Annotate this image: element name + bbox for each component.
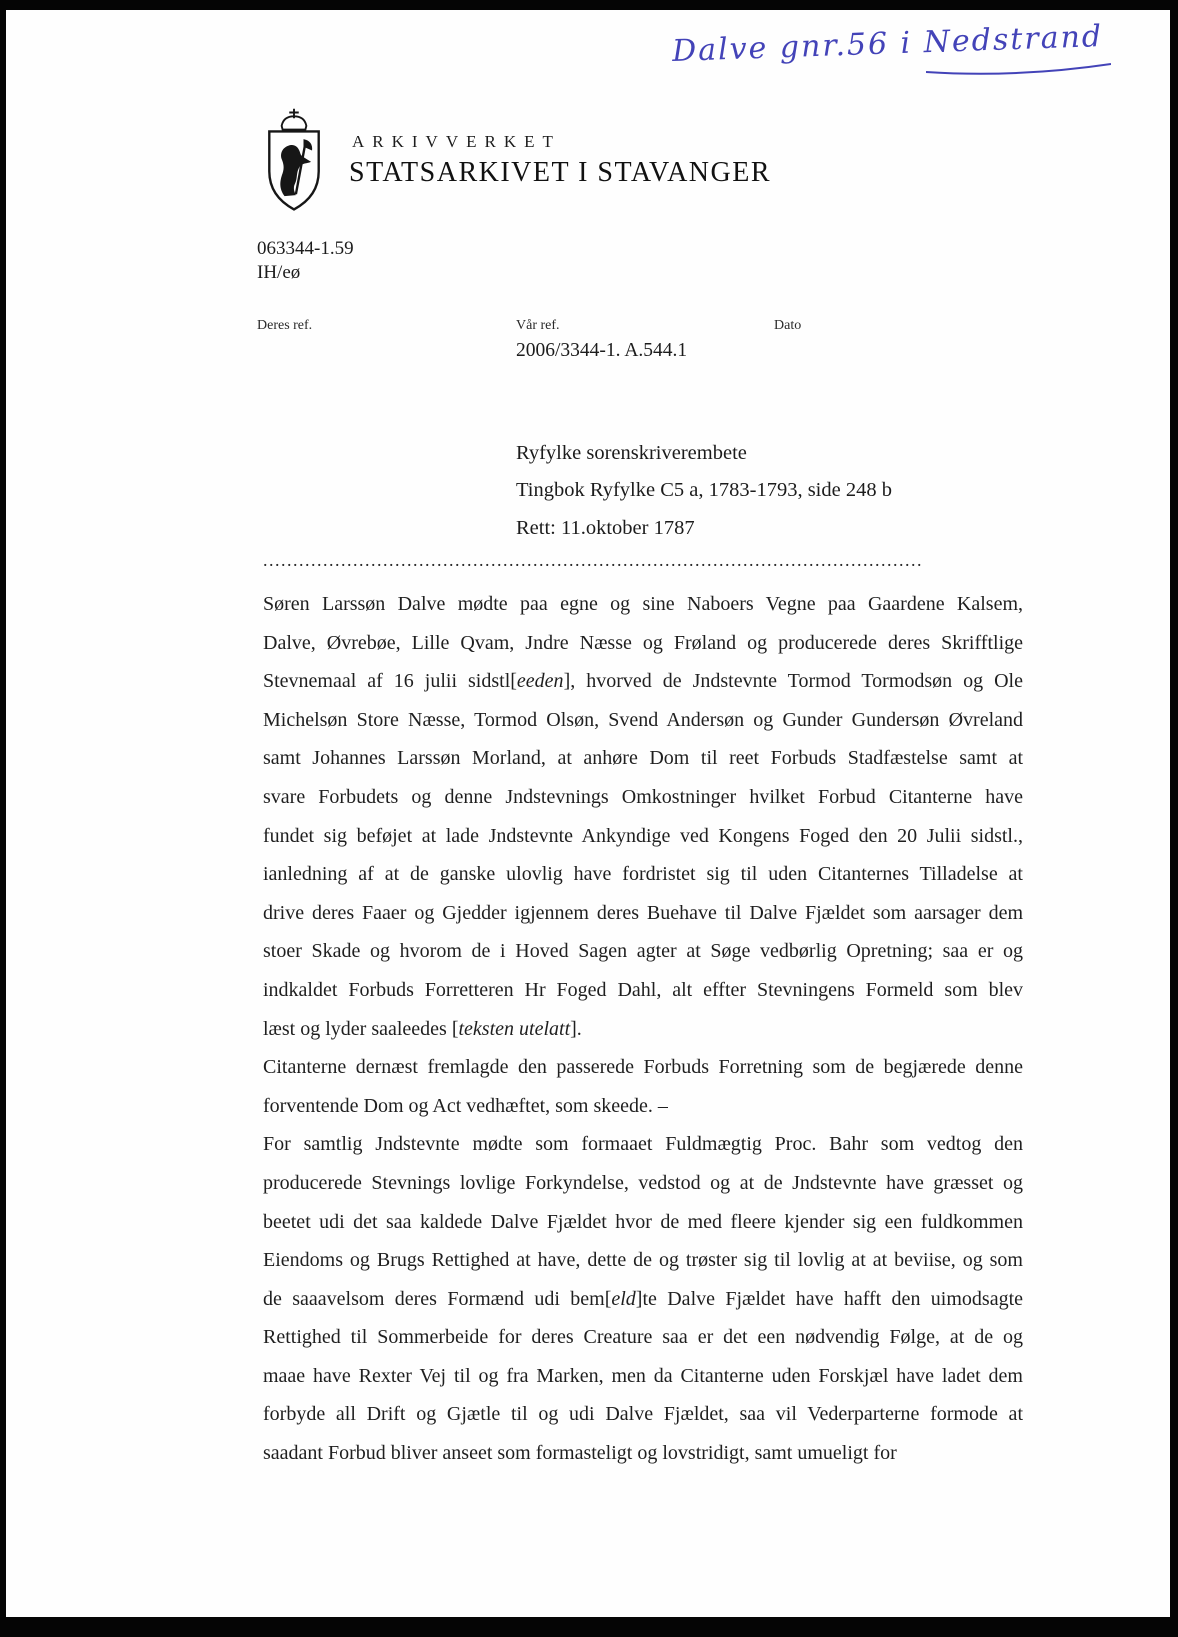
case-number: 063344-1.59: [257, 238, 354, 259]
deres-ref-label: Deres ref.: [257, 318, 313, 333]
body-line: forbyde all Drift og Gjætle til og udi Dalve Fjældet, saa vil Vederparterne formode at: [263, 1403, 1023, 1426]
org-name-statsarkivet: STATSARKIVET I STAVANGER: [349, 157, 772, 188]
body-line: Citanterne dernæst fremlagde den passerede Forbuds Forretning som de begjærede denne: [263, 1056, 1023, 1079]
body-line: indkaldet Forbuds Forretteren Hr Foged Dahl, alt effter Stevningens Formeld som blev: [263, 978, 1023, 1001]
body-line: Dalve, Øvrebøe, Lille Qvam, Jndre Næsse og Frøland og producerede deres Skrifftlige: [263, 631, 1023, 654]
lion-with-axe-icon: [256, 103, 332, 217]
body-line: fundet sig beføjet at lade Jndstevnte Ankyndige ved Kongens Foged den 20 Julii sidstl.,: [263, 824, 1023, 847]
body-line: læst og lyder saaleedes [teksten utelatt].: [263, 1017, 582, 1040]
source-office-line: Ryfylke sorenskriverembete: [516, 442, 747, 464]
body-line: Søren Larssøn Dalve mødte paa egne og sine Naboers Vegne paa Gaardene Kalsem,: [263, 593, 1023, 615]
var-ref-value: 2006/3344-1. A.544.1: [516, 340, 688, 361]
body-line: svare Forbudets og denne Jndstevnings Omkostninger hvilket Forbud Citanterne have: [263, 785, 1023, 808]
body-line: samt Johannes Larssøn Morland, at anhøre Dom til reet Forbuds Stadfæstelse samt at: [263, 747, 1023, 770]
body-line: saadant Forbud bliver anseet som formasteligt og lovstridigt, samt umueligt for: [263, 1442, 897, 1465]
body-line: Rettighed til Sommerbeide for deres Creature saa er det een nødvendig Følge, at de og: [263, 1326, 1023, 1349]
body-line: beetet udi det saa kaldede Dalve Fjældet hvor de med fleere kjender sig een fuldkommen: [263, 1210, 1023, 1233]
body-line: Michelsøn Store Næsse, Tormod Olsøn, Svend Andersøn og Gunder Gundersøn Øvreland: [263, 708, 1023, 731]
body-line: de saaavelsom deres Formænd udi bem[eld]te Dalve Fjældet have hafft den uimodsagte: [263, 1287, 1023, 1310]
handwritten-annotation: Dalve gnr.56 i Nedstrand: [671, 18, 1104, 70]
body-line: forventende Dom og Act vedhæftet, som skeede. –: [263, 1094, 668, 1117]
body-text: [263, 585, 1023, 1473]
handwritten-underline-flourish: [926, 62, 1111, 76]
body-line: producerede Stevnings lovlige Forkyndelse, vedstod og at de Jndstevnte have græsset og: [263, 1171, 1023, 1194]
body-line: maae have Rexter Vej til og fra Marken, men da Citanterne uden Forskjæl have ladet dem: [263, 1364, 1023, 1387]
dotted-separator: ..............................................................................................................: [263, 550, 923, 570]
body-line: For samtlig Jndstevnte mødte som formaaet Fuldmægtig Proc. Bahr som vedtog den: [263, 1133, 1023, 1156]
source-book-line: Tingbok Ryfylke C5 a, 1783-1793, side 248 b: [516, 479, 892, 501]
body-line: Eiendoms og Brugs Rettighed at have, dette de og trøster sig til lovlig at at beviise, og som: [263, 1249, 1023, 1272]
body-line: ianledning af at de ganske ulovlig have fordristet sig til uden Citanternes Tilladelse at: [263, 863, 1023, 886]
body-line: stoer Skade og hvorom de i Hoved Sagen agter at Søge vedbørlig Opretning; saa er og: [263, 940, 1023, 963]
document-page: [6, 10, 1170, 1617]
body-line: Stevnemaal af 16 julii sidstl[eeden], hvorved de Jndstevnte Tormod Tormodsøn og Ole: [263, 670, 1023, 693]
dato-label: Dato: [774, 318, 802, 333]
body-line: drive deres Faaer og Gjedder igjennem deres Buehave til Dalve Fjældet som aarsager dem: [263, 901, 1023, 924]
initials-reference: IH/eø: [257, 262, 301, 283]
var-ref-label: Vår ref.: [516, 318, 560, 333]
coat-of-arms-logo: [256, 103, 332, 217]
source-court-date-line: Rett: 11.oktober 1787: [516, 517, 695, 539]
org-name-arkivverket: ARKIVVERKET: [352, 132, 561, 151]
